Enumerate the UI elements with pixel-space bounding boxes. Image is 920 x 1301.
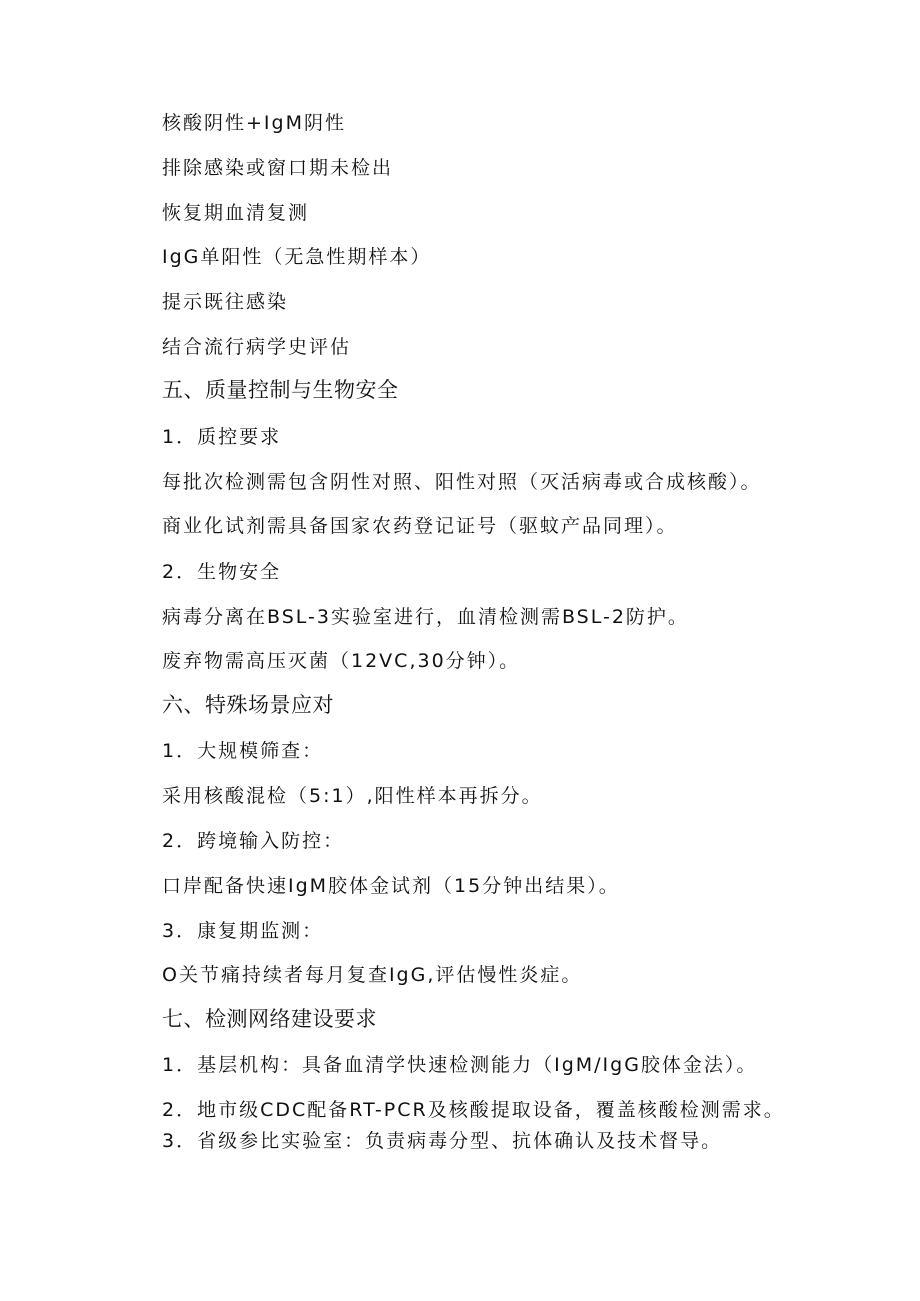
text-line: 商业化试剂需具备国家农药登记证号（驱蚊产品同理）。 <box>162 515 678 537</box>
section-heading: 五、质量控制与生物安全 <box>162 378 399 402</box>
text-line: O关节痛持续者每月复查IgG,评估慢性炎症。 <box>162 964 583 986</box>
text-line: 核酸阴性+IgM阴性 <box>162 112 346 134</box>
text-line: 口岸配备快速IgM胶体金试剂（15分钟出结果）。 <box>162 875 620 897</box>
text-line: 废弃物需高压灭菌（12VC,30分钟）。 <box>162 650 521 672</box>
text-line: 排除感染或窗口期未检出 <box>162 157 394 179</box>
section-heading: 六、特殊场景应对 <box>162 693 334 717</box>
text-line: 恢复期血清复测 <box>162 202 310 224</box>
subsection-heading: 1．大规模筛查： <box>162 740 324 762</box>
text-line: 结合流行病学史评估 <box>162 336 352 358</box>
subsection-heading: 1．质控要求 <box>162 426 282 448</box>
text-line: 每批次检测需包含阴性对照、阳性对照（灭活病毒或合成核酸）。 <box>162 471 762 493</box>
text-line: 病毒分离在BSL-3实验室进行，血清检测需BSL-2防护。 <box>162 606 689 628</box>
text-line: 3．省级参比实验室：负责病毒分型、抗体确认及技术督导。 <box>162 1130 723 1152</box>
text-line: 2．地市级CDC配备RT-PCR及核酸提取设备，覆盖核酸检测需求。 <box>162 1099 785 1121</box>
subsection-heading: 2．跨境输入防控： <box>162 830 345 852</box>
text-line: 1．基层机构：具备血清学快速检测能力（IgM/IgG胶体金法）。 <box>162 1054 758 1076</box>
text-line: 提示既往感染 <box>162 291 289 313</box>
text-line: 采用核酸混检（5:1）,阳性样本再拆分。 <box>162 785 543 807</box>
section-heading: 七、检测网络建设要求 <box>162 1007 377 1031</box>
subsection-heading: 3．康复期监测： <box>162 920 324 942</box>
text-line: IgG单阳性（无急性期样本） <box>162 246 432 268</box>
subsection-heading: 2．生物安全 <box>162 561 282 583</box>
